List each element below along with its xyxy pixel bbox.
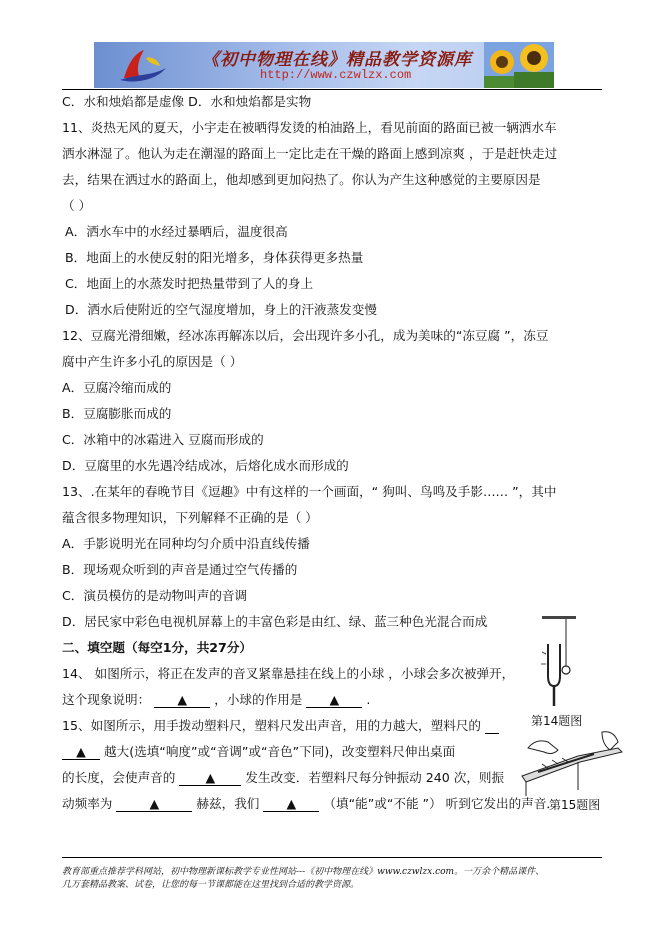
header-banner — [94, 42, 554, 88]
sunflower-icon — [484, 42, 554, 88]
q14-stem-2: 这个现象说明： ▲ ，小球的作用是 ▲ . — [62, 692, 371, 707]
q11-stem-1: 11、炎热无风的夏天，小宇走在被晒得发烫的柏油路上，看见前面的路面已被一辆洒水车 — [62, 120, 557, 135]
q13-option-d: D．居民家中彩色电视机屏幕上的丰富色彩是由红、绿、蓝三种色光混合而成 — [62, 614, 488, 629]
tuning-fork-figure — [536, 614, 580, 710]
footer-line-1: 教育部重点推荐学科网站，初中物理新课标教学专业性网站---《初中物理在线》www.czwlzx.com。一万余个精品课件、 — [62, 867, 545, 877]
q11-option-a: A．洒水车中的水经过暴晒后，温度很高 — [65, 224, 288, 239]
fig14-caption: 第14题图 — [531, 714, 583, 728]
q15-stem-3: 的长度，会使声音的 ▲ 发生改变．若塑料尺每分钟振动 240 次，则振 — [62, 770, 505, 785]
q12-option-d: D．豆腐里的水先遇冷结成冰，后熔化成水而形成的 — [62, 458, 349, 473]
footer-line-2: 几万套精品教案、试卷，让您的每一节课都能在这里找到合适的教学资源。 — [62, 880, 360, 890]
q15-stem-4: 动频率为 ▲ 赫兹，我们 ▲ （填“能”或“不能 ”） 听到它发出的声音． — [62, 796, 560, 811]
q10-options: C．水和烛焰都是虚像 D．水和烛焰都是实物 — [62, 94, 312, 109]
q11-stem-3: 去，结果在洒过水的路面上，他却感到更加闷热了。你认为产生这种感觉的主要原因是 — [62, 172, 541, 187]
section-fill-in-title: 二、填空题（每空1分，共27分） — [62, 640, 253, 655]
q14-stem-1: 14、 如图所示，将正在发声的音叉紧靠悬挂在线上的小球 ，小球会多次被弹开， — [62, 666, 515, 681]
q15-stem-1: 15、如图所示，用手拨动塑料尺，塑料尺发出声音，用的力越大，塑料尺的 — [62, 717, 499, 734]
q11-option-b: B．地面上的水使反射的阳光增多，身体获得更多热量 — [65, 250, 364, 265]
q11-option-c: C．地面上的水蒸发时把热量带到了人的身上 — [65, 276, 314, 291]
q15-blank-4[interactable]: ▲ — [263, 796, 319, 812]
ruler-desk-figure — [518, 728, 624, 798]
q12-option-c: C．冰箱中的冰霜进入 豆腐而形成的 — [62, 432, 264, 447]
q14-blank-2[interactable]: ▲ — [306, 692, 362, 708]
banner-title: 《初中物理在线》精品教学资源库 — [202, 50, 472, 70]
q14-blank-1[interactable]: ▲ — [154, 692, 210, 708]
q13-stem-1: 13、.在某年的春晚节目《逗趣》中有这样的一个画面，“ 狗叫、鸟鸣及手影…… ”，其中 — [62, 484, 557, 499]
header-rule — [62, 89, 602, 90]
q15-blank-2[interactable]: ▲ — [179, 770, 241, 786]
q12-stem-1: 12、豆腐光滑细嫩，经冰冻再解冻以后，会出现许多小孔，成为美味的“冻豆腐 ”，冻豆 — [62, 328, 549, 343]
banner-url[interactable]: http://www.czwlzx.com — [260, 68, 412, 82]
q11-option-d: D．洒水后使附近的空气湿度增加，身上的汗液蒸发变慢 — [65, 302, 377, 317]
q12-stem-2: 腐中产生许多小孔的原因是（ ） — [62, 354, 243, 369]
q11-stem-4: （ ） — [62, 198, 92, 213]
site-logo-icon — [116, 48, 168, 84]
q13-option-c: C．演员模仿的是动物叫声的音调 — [62, 588, 248, 603]
q15-blank-3[interactable]: ▲ — [116, 796, 192, 812]
footer-rule — [62, 857, 602, 858]
q12-option-a: A．豆腐冷缩而成的 — [62, 380, 172, 395]
q13-option-a: A．手影说明光在同种均匀介质中沿直线传播 — [62, 536, 310, 551]
q15-blank-1[interactable]: ▲ — [62, 744, 100, 760]
q13-option-b: B．现场观众听到的声音是通过空气传播的 — [62, 562, 298, 577]
q11-stem-2: 洒水淋湿了。他认为走在潮湿的路面上一定比走在干燥的路面上感到凉爽 ，于是赶快走过 — [62, 146, 558, 161]
q15-stem-2: ▲ 越大(选填“响度”或“音调”或“音色”下同)，改变塑料尺伸出桌面 — [62, 743, 455, 760]
q12-option-b: B．豆腐膨胀而成的 — [62, 406, 172, 421]
q15-blank-1-start — [485, 718, 499, 734]
q13-stem-2: 蕴含很多物理知识，下列解释不正确的是（ ） — [62, 510, 318, 525]
fig15-caption: 第15题图 — [549, 798, 601, 812]
